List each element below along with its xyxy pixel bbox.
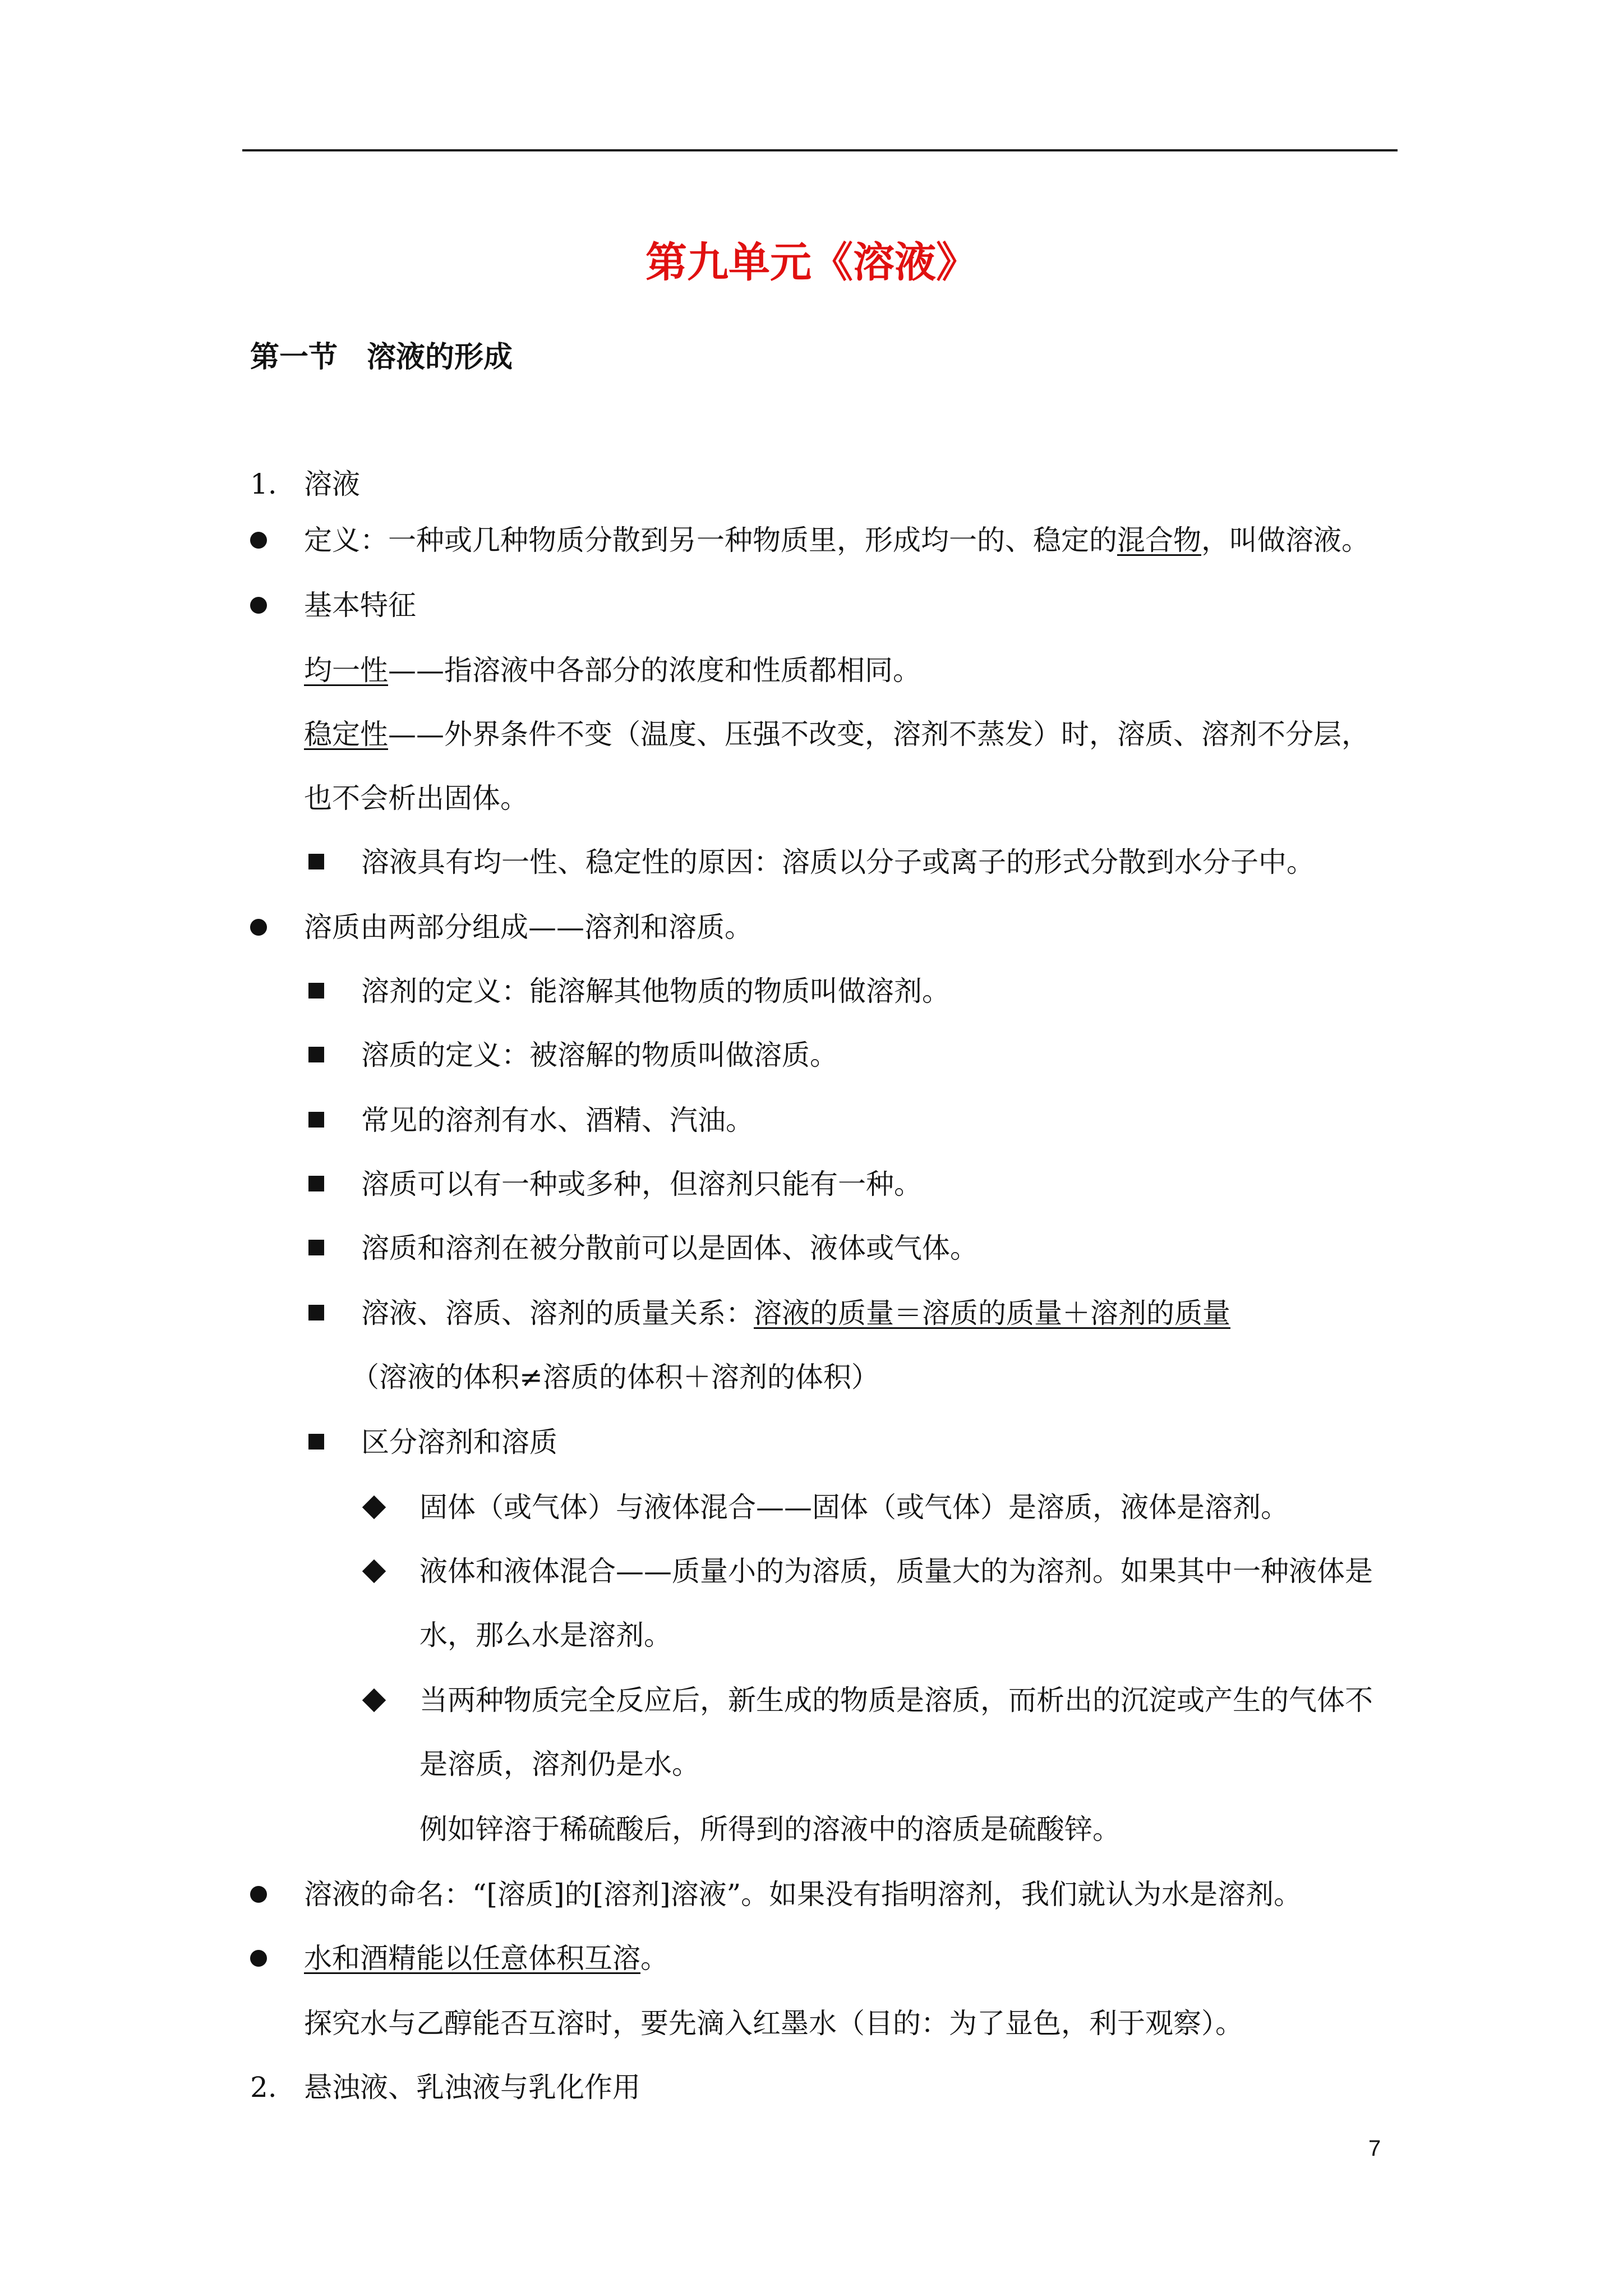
uniformity-term: 均一性 (304, 654, 388, 687)
naming-line: 溶液的命名：“[溶质]的[溶剂]溶液”。如果没有指明溶剂，我们就认为水是溶剂。 (304, 1878, 1302, 1911)
bullet-square-icon (308, 854, 324, 869)
definition-line (304, 515, 1370, 565)
state-line: 溶质和溶剂在被分散前可以是固体、液体或气体。 (361, 1232, 978, 1264)
bullet-dot-icon (250, 597, 267, 614)
bullet-dot-icon (250, 532, 267, 549)
mass-relation-formula: 溶液的质量＝溶质的质量＋溶剂的质量 (754, 1297, 1230, 1329)
common-solvents: 常见的溶剂有水、酒精、汽油。 (361, 1104, 754, 1137)
definition-text-b: ，叫做溶液。 (1201, 524, 1370, 556)
reason-line: 溶液具有均一性、稳定性的原因：溶质以分子或离子的形式分散到水分子中。 (361, 846, 1315, 878)
solute-count: 溶质可以有一种或多种，但溶剂只能有一种。 (361, 1168, 922, 1200)
solvent-definition: 溶剂的定义：能溶解其他物质的物质叫做溶剂。 (361, 975, 950, 1007)
page-number: 7 (1368, 2136, 1381, 2161)
heading-suspension: 悬浊液、乳浊液与乳化作用 (304, 2071, 640, 2104)
bullet-square-icon (308, 1112, 324, 1128)
stability-term: 稳定性 (304, 718, 388, 751)
bullet-diamond-icon (362, 1496, 386, 1519)
features-heading: 基本特征 (304, 589, 416, 622)
bullet-square-icon (308, 1305, 324, 1320)
definition-text-a: 定义：一种或几种物质分散到另一种物质里，形成均一的、稳定的 (304, 524, 1117, 556)
bullet-dot-icon (250, 1950, 267, 1967)
page-title: 第九单元《溶液》 (645, 238, 978, 287)
mass-relation-line (361, 1288, 1230, 1338)
distinguish-rule-2: 液体和液体混合——质量小的为溶质，质量大的为溶剂。如果其中一种液体是 (419, 1555, 1373, 1588)
stability-text: ——外界条件不变（温度、压强不改变，溶剂不蒸发）时，溶质、溶剂不分层， (388, 718, 1370, 751)
bullet-square-icon (308, 1240, 324, 1255)
bullet-square-icon (308, 1176, 324, 1191)
uniformity-line (304, 645, 921, 696)
bullet-dot-icon (250, 919, 267, 936)
distinguish-rule-3: 当两种物质完全反应后，新生成的物质是溶质，而析出的沉淀或产生的气体不 (419, 1684, 1373, 1717)
composition-line: 溶质由两部分组成——溶剂和溶质。 (304, 911, 753, 944)
mass-relation-text: 溶液、溶质、溶剂的质量关系： (361, 1297, 754, 1329)
miscibility-line (304, 1933, 668, 1984)
miscibility-text: 水和酒精能以任意体积互溶 (304, 1942, 640, 1975)
volume-note: （溶液的体积≠溶质的体积＋溶剂的体积） (351, 1361, 879, 1393)
distinguish-rule-1: 固体（或气体）与液体混合——固体（或气体）是溶质，液体是溶剂。 (419, 1491, 1289, 1524)
distinguish-heading: 区分溶剂和溶质 (361, 1426, 557, 1458)
heading-solution: 溶液 (304, 468, 360, 500)
explore-line: 探究水与乙醇能否互溶时，要先滴入红墨水（目的：为了显色，利于观察）。 (304, 2007, 1243, 2040)
definition-mixture: 混合物 (1117, 524, 1201, 556)
bullet-diamond-icon (362, 1559, 386, 1583)
uniformity-text: ——指溶液中各部分的浓度和性质都相同。 (388, 654, 921, 687)
stability-line (304, 709, 1370, 760)
list-number-1: 1. (250, 468, 277, 500)
example-line: 例如锌溶于稀硫酸后，所得到的溶液中的溶质是硫酸锌。 (419, 1813, 1121, 1846)
bullet-square-icon (308, 1434, 324, 1450)
list-number-2: 2. (250, 2071, 277, 2104)
bullet-square-icon (308, 983, 324, 999)
bullet-diamond-icon (362, 1688, 386, 1712)
distinguish-rule-3-cont: 是溶质，溶剂仍是水。 (419, 1748, 700, 1780)
bullet-dot-icon (250, 1886, 267, 1903)
bullet-square-icon (308, 1047, 324, 1062)
header-rule (242, 149, 1398, 151)
stability-line-2: 也不会析出固体。 (304, 782, 528, 815)
section-heading: 第一节 溶液的形成 (250, 341, 513, 374)
distinguish-rule-2-cont: 水，那么水是溶剂。 (419, 1619, 672, 1651)
miscibility-period: 。 (640, 1942, 668, 1975)
solute-definition: 溶质的定义：被溶解的物质叫做溶质。 (361, 1039, 838, 1071)
